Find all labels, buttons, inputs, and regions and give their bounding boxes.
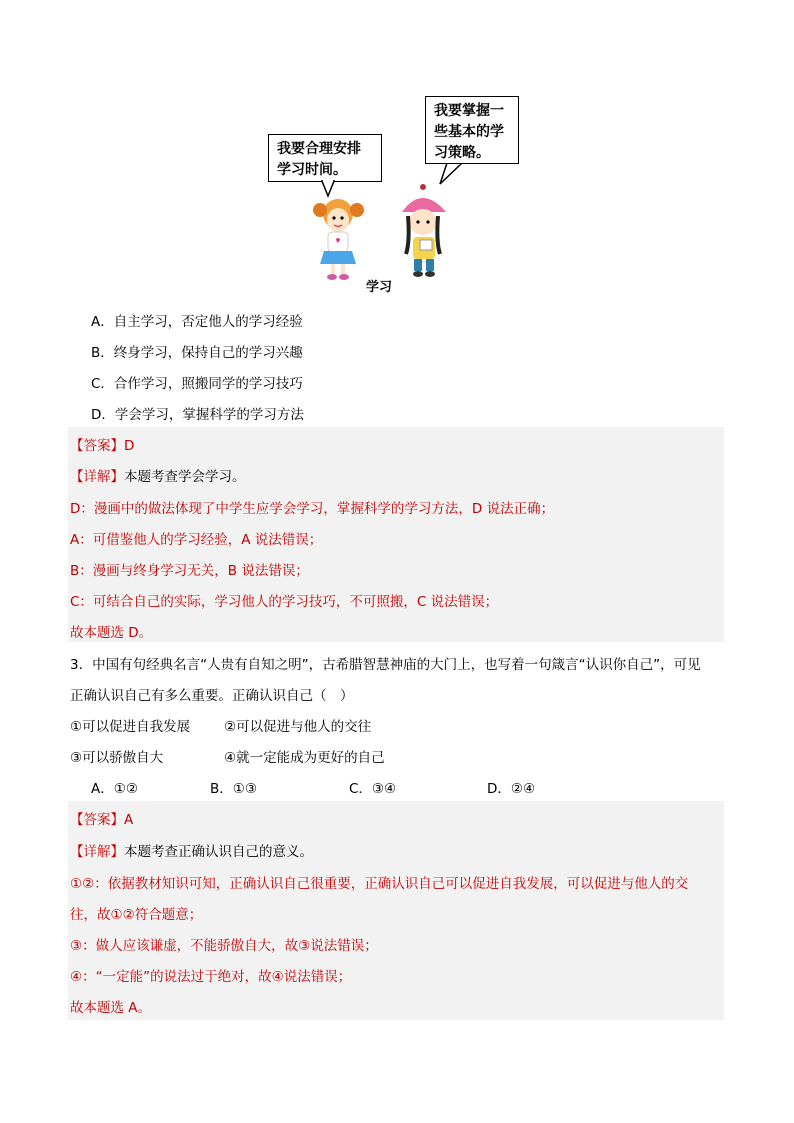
statement-3: ③可以骄傲自大	[70, 750, 164, 766]
girl-figure-left	[313, 199, 364, 280]
explanation-12-cont: 往，故①②符合题意；	[70, 907, 203, 923]
detail-line-q2	[70, 465, 246, 485]
speech-bubble-right	[425, 96, 519, 164]
answer-tag: 【答案】	[70, 812, 124, 828]
explanation-a: A：可借鉴他人的学习经验，A 说法错误；	[70, 532, 323, 548]
bubble-right-line: 我要掌握一	[434, 103, 504, 119]
statement-2: ②可以促进与他人的交往	[224, 719, 372, 735]
choice-a: A．①②	[91, 781, 138, 797]
bubble-right-line: 些基本的学	[434, 124, 504, 140]
choice-d: D．②④	[487, 781, 536, 797]
statement-4: ④就一定能成为更好的自己	[224, 750, 385, 766]
question-3-stem-cont: 正确认识自己有多么重要。正确认识自己（ ）	[70, 688, 354, 704]
answer-tag: 【答案】	[70, 438, 124, 454]
conclusion-q2: 故本题选 D。	[70, 625, 153, 641]
detail-line-q3	[70, 840, 313, 860]
choice-b: B．①③	[210, 781, 257, 797]
option-a: A．自主学习，否定他人的学习经验	[91, 314, 303, 330]
option-b: B．终身学习，保持自己的学习兴趣	[91, 345, 303, 361]
choice-c: C．③④	[349, 781, 397, 797]
bubble-left-line: 学习时间。	[277, 162, 347, 178]
answer-line-q3	[70, 808, 133, 828]
question-3-stem: 3．中国有句经典名言“人贵有自知之明”，古希腊智慧神庙的大门上，也写着一句箴言“认识你自己”，可见	[70, 657, 701, 673]
bubble-right-line: 习策略。	[434, 145, 490, 161]
explanation-b: B：漫画与终身学习无关，B 说法错误；	[70, 563, 309, 579]
detail-tag: 【详解】	[70, 844, 124, 860]
option-d: D．学会学习，掌握科学的学习方法	[91, 407, 304, 423]
answer-value: A	[124, 812, 134, 828]
explanation-3: ③：做人应该谦虚，不能骄傲自大，故③说法错误；	[70, 938, 378, 954]
figure-caption: 学习	[366, 280, 393, 295]
bubble-left-line: 我要合理安排	[277, 141, 361, 157]
cartoon-illustration	[262, 92, 542, 297]
girl-figure-right	[402, 184, 446, 277]
option-c: C．合作学习，照搬同学的学习技巧	[91, 376, 303, 392]
answer-line-q2	[70, 434, 134, 454]
statement-1: ①可以促进自我发展	[70, 719, 191, 735]
explanation-c: C：可结合自己的实际，学习他人的学习技巧，不可照搬，C 说法错误；	[70, 594, 499, 610]
detail-text: 本题考查学会学习。	[124, 469, 246, 485]
conclusion-q3: 故本题选 A。	[70, 1000, 152, 1016]
explanation-4: ④：“一定能”的说法过于绝对，故④说法错误；	[70, 969, 352, 985]
detail-tag: 【详解】	[70, 469, 124, 485]
explanation-12: ①②：依据教材知识可知，正确认识自己很重要，正确认识自己可以促进自我发展，可以促进与他人的交	[70, 876, 689, 892]
answer-value: D	[124, 438, 135, 454]
detail-text: 本题考查正确认识自己的意义。	[124, 844, 313, 860]
explanation-d: D：漫画中的做法体现了中学生应学会学习，掌握科学的学习方法，D 说法正确；	[70, 501, 555, 517]
